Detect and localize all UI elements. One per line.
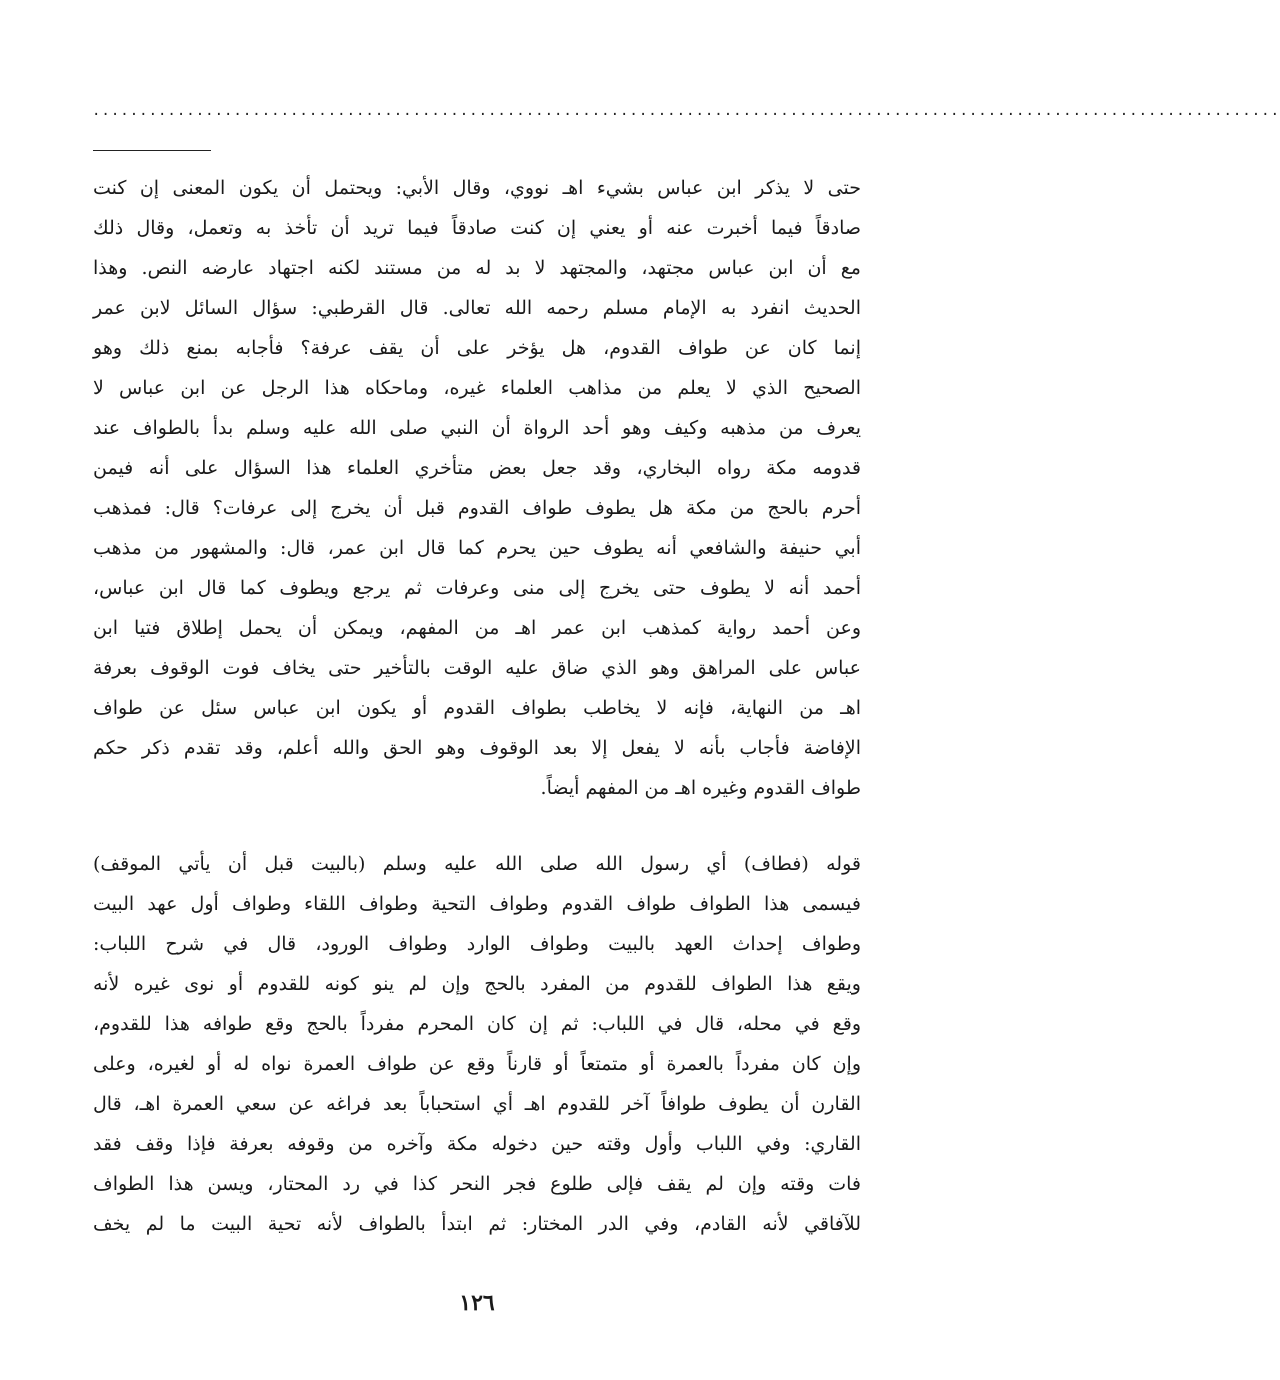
text-line: يعرف من مذهبه وكيف وهو أحد الرواة أن النبي صلى الله عليه وسلم بدأ بالطواف عند [93,417,861,439]
text-line: الحديث انفرد به الإمام مسلم رحمه الله تعالى. قال القرطبي: سؤال السائل لابن عمر [93,297,861,319]
text-line: وإن كان مفرداً بالعمرة أو متمتعاً أو قارناً وقع عن طواف العمرة نواه له أو لغيره، وعلى [93,1053,861,1075]
text-line: فيسمى هذا الطواف طواف القدوم وطواف التحية وطواف اللقاء وطواف أول عهد البيت [93,893,861,915]
text-line: أبي حنيفة والشافعي أنه يطوف حين يحرم كما قال ابن عمر، قال: والمشهور من مذهب [93,537,861,559]
text-line: إنما كان عن طواف القدوم، هل يؤخر على أن يقف عرفة؟ فأجابه بمنع ذلك وهو [93,337,861,359]
text-line: صادقاً فيما أخبرت عنه أو يعني إن كنت صادقاً فيما تريد أن تأخذ به وتعمل، وقال ذلك [93,217,861,239]
footnote-rule [93,150,211,151]
paragraph-1 [93,168,861,808]
text-line: أحمد أنه لا يطوف حتى يخرج إلى منى وعرفات ثم يرجع ويطوف كما قال ابن عباس، [93,577,861,599]
text-line: عباس على المراهق وهو الذي ضاق عليه الوقت بالتأخير حتى يخاف فوت الوقوف بعرفة [93,657,861,679]
text-line: قوله (فطاف) أي رسول الله صلى الله عليه وسلم (بالبيت قبل أن يأتي الموقف) [93,853,861,875]
text-line: الإفاضة فأجاب بأنه لا يفعل إلا بعد الوقوف وهو الحق والله أعلم، وقد تقدم ذكر حكم [93,737,861,759]
text-line: اهـ من النهاية، فإنه لا يخاطب بطواف القدوم أو يكون ابن عباس سئل عن طواف [93,697,861,719]
text-line: مع أن ابن عباس مجتهد، والمجتهد لا بد له من مستند لكنه اجتهاد عارضه النص. وهذا [93,257,861,279]
paragraph-2 [93,844,861,1244]
text-line: أحرم بالحج من مكة هل يطوف طواف القدوم قبل أن يخرج إلى عرفات؟ قال: فمذهب [93,497,861,519]
text-line: حتى لا يذكر ابن عباس بشيء اهـ نووي، وقال الأبي: ويحتمل أن يكون المعنى إن كنت [93,177,861,199]
text-line: الصحيح الذي لا يعلم من مذاهب العلماء غيره، وماحكاه هذا الرجل عن ابن عباس لا [93,377,861,399]
text-line: وعن أحمد رواية كمذهب ابن عمر اهـ من المفهم، ويمكن أن يحمل إطلاق فتيا ابن [93,617,861,639]
text-line: وطواف إحداث العهد بالبيت وطواف الوارد وطواف الورود، قال في شرح اللباب: [93,933,861,955]
text-line: فات وقته وإن لم يقف فإلى طلوع فجر النحر كذا في رد المحتار، ويسن هذا الطواف [93,1173,861,1195]
text-line: ويقع هذا الطواف للقدوم من المفرد بالحج وإن لم ينو كونه للقدوم أو نوى غيره لأنه [93,973,861,995]
text-line: طواف القدوم وغيره اهـ من المفهم أيضاً. [540,777,861,799]
dotted-separator: .............................................................................................................................. [92,103,1280,119]
text-line: قدومه مكة رواه البخاري، وقد جعل بعض متأخري العلماء هذا السؤال على أنه فيمن [93,457,861,479]
page-number: ١٢٦ [459,1290,495,1316]
text-line: وقع في محله، قال في اللباب: ثم إن كان المحرم مفرداً بالحج وقع طوافه هذا للقدوم، [93,1013,861,1035]
text-line: القارن أن يطوف طوافاً آخر للقدوم اهـ أي استحباباً بعد فراغه عن سعي العمرة اهـ، قال [93,1093,861,1115]
text-line: للآفاقي لأنه القادم، وفي الدر المختار: ثم ابتدأ بالطواف لأنه تحية البيت ما لم يخف [93,1213,861,1235]
text-line: القاري: وفي اللباب وأول وقته حين دخوله مكة وآخره من وقوفه بعرفة فإذا وقف فقد [93,1133,861,1155]
